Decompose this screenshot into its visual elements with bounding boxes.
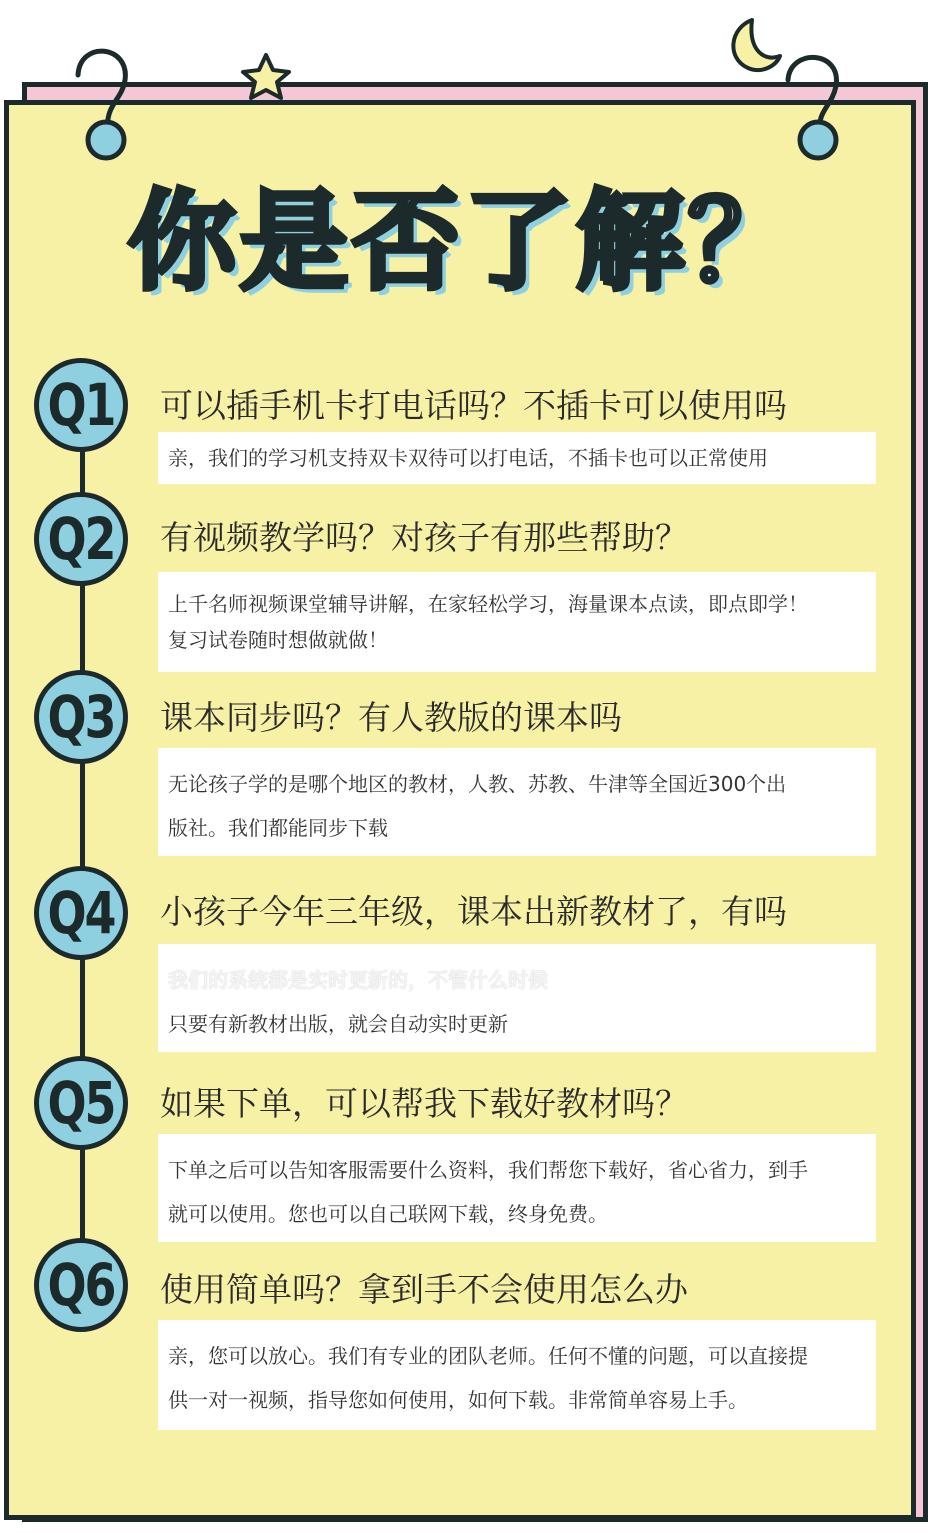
- q3-badge: Q3: [34, 670, 128, 764]
- q1-answer: 亲，我们的学习机支持双卡双待可以打电话，不插卡也可以正常使用: [158, 432, 876, 484]
- moon-icon: [733, 20, 780, 70]
- q4-question: 小孩子今年三年级，课本出新教材了，有吗: [160, 892, 787, 931]
- q5-answer: 下单之后可以告知客服需要什么资料，我们帮您下载好，省心省力，到手 就可以使用。您也可以自己联网下载，终身免费。: [158, 1134, 876, 1242]
- q1-badge: Q1: [34, 358, 128, 452]
- q5-question: 如果下单，可以帮我下载好教材吗？: [160, 1084, 688, 1123]
- q2-answer: 上千名师视频课堂辅导讲解，在家轻松学习，海量课本点读，即点即学！ 复习试卷随时想做就做！: [158, 572, 876, 672]
- q4-badge: Q4: [34, 866, 128, 960]
- q6-badge: Q6: [34, 1238, 128, 1332]
- q3-answer: 无论孩子学的是哪个地区的教材，人教、苏教、牛津等全国近300个出 版社。我们都能同步下载: [158, 748, 876, 856]
- q6-question: 使用简单吗？拿到手不会使用怎么办: [160, 1270, 688, 1309]
- q4-answer: 我们的系统都是实时更新的，不管什么时候 只要有新教材出版，就会自动实时更新: [158, 944, 876, 1052]
- q5-badge: Q5: [34, 1056, 128, 1150]
- q2-question: 有视频教学吗？对孩子有那些帮助？: [160, 518, 688, 557]
- q3-question: 课本同步吗？有人教版的课本吗: [160, 698, 622, 737]
- q6-answer: 亲，您可以放心。我们有专业的团队老师。任何不懂的问题，可以直接提 供一对一视频，指导您如何使用，如何下载。非常简单容易上手。: [158, 1320, 876, 1430]
- q1-question: 可以插手机卡打电话吗？不插卡可以使用吗: [160, 386, 787, 425]
- page-title: 你是否了解？: [127, 180, 800, 305]
- q2-badge: Q2: [34, 492, 128, 586]
